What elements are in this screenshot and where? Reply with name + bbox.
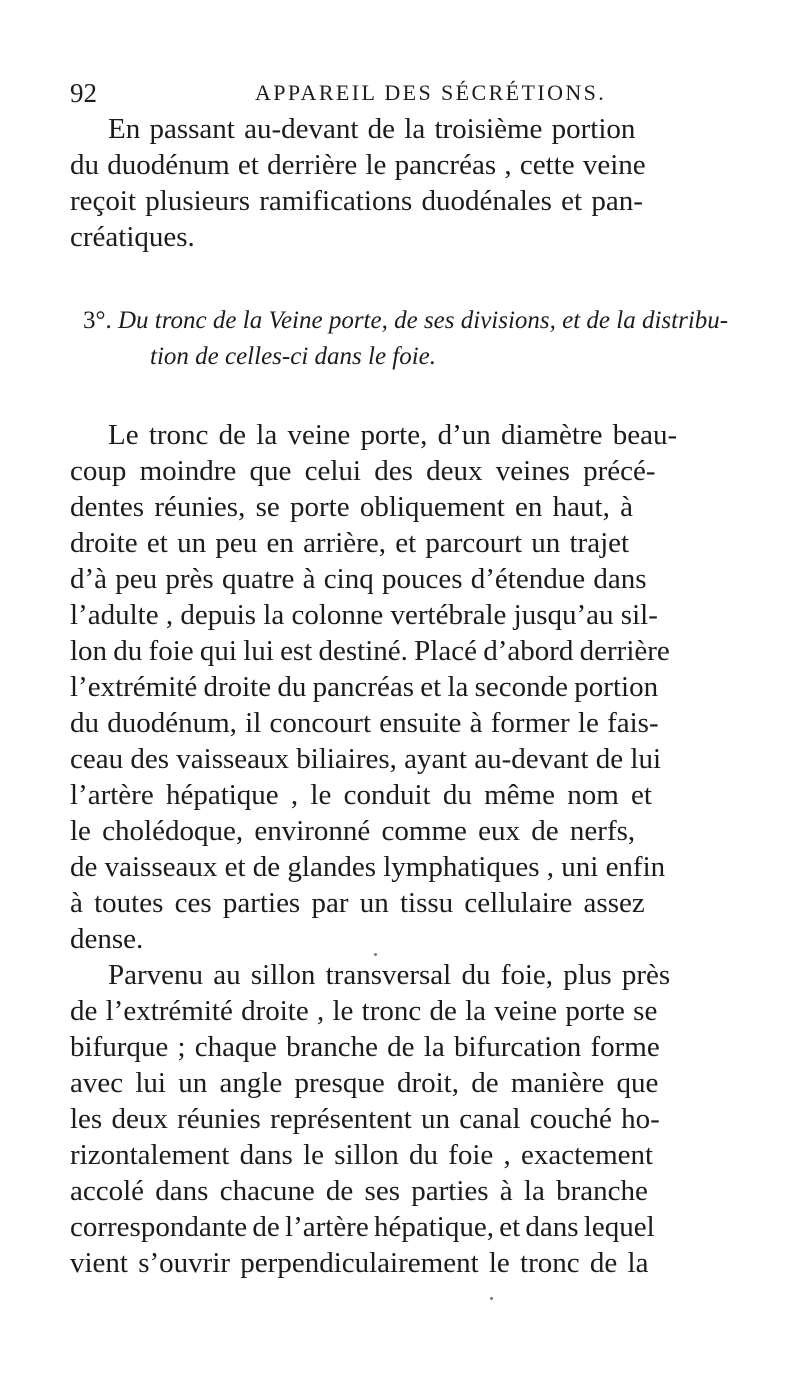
text-line: lon du foie qui lui est destiné. Placé d’abord derrière — [70, 635, 670, 667]
text-line: le cholédoque, environné comme eux de nerfs, — [70, 815, 636, 847]
text-line: créatiques. — [70, 221, 195, 253]
text-line: dentes réunies, se porte obliquement en haut, à — [70, 491, 633, 523]
section-heading-line-2: tion de celles-ci dans le foie. — [150, 343, 437, 370]
print-speck — [374, 953, 377, 956]
section-heading — [83, 305, 728, 337]
text-line: En passant au-devant de la troisième portion — [108, 113, 636, 145]
section-heading-line-1: Du tronc de la Veine porte, de ses divisions, et de la distribu- — [118, 307, 729, 334]
text-line: d’à peu près quatre à cinq pouces d’étendue dans — [70, 563, 647, 595]
text-line: Le tronc de la veine porte, d’un diamètre beau- — [108, 419, 678, 451]
text-line: l’adulte , depuis la colonne vertébrale jusqu’au sil- — [70, 599, 658, 631]
text-line: du duodénum et derrière le pancréas , cette veine — [70, 149, 646, 181]
page-number: 92 — [70, 78, 97, 108]
running-title: APPAREIL DES SÉCRÉTIONS. — [255, 80, 607, 105]
text-line: correspondante de l’artère hépatique, et dans lequel — [70, 1211, 655, 1243]
text-line: l’extrémité droite du pancréas et la seconde portion — [70, 671, 659, 703]
text-line: l’artère hépatique , le conduit du même nom et — [70, 779, 652, 811]
running-head — [70, 76, 740, 110]
text-line: avec lui un angle presque droit, de manière que — [70, 1067, 659, 1099]
text-line: de vaisseaux et de glandes lymphatiques , uni enfin — [70, 851, 666, 883]
text-line: droite et un peu en arrière, et parcourt un trajet — [70, 527, 630, 559]
text-line: ceau des vaisseaux biliaires, ayant au-devant de lui — [70, 743, 662, 775]
text-line: rizontalement dans le sillon du foie , exactement — [70, 1139, 654, 1171]
text-line: reçoit plusieurs ramifications duodénales et pan- — [70, 185, 643, 217]
section-number: 3°. — [83, 307, 112, 334]
text-line: les deux réunies représentent un canal couché ho- — [70, 1103, 660, 1135]
text-line: bifurque ; chaque branche de la bifurcation forme — [70, 1031, 660, 1063]
text-line: Parvenu au sillon transversal du foie, plus près — [108, 959, 671, 991]
text-line: accolé dans chacune de ses parties à la branche — [70, 1175, 648, 1207]
text-line: à toutes ces parties par un tissu cellulaire assez — [70, 887, 645, 919]
text-line: de l’extrémité droite , le tronc de la veine porte se — [70, 995, 658, 1027]
text-line: dense. — [70, 923, 144, 955]
text-line: vient s’ouvrir perpendiculairement le tronc de la — [70, 1247, 649, 1279]
print-speck — [490, 1297, 493, 1300]
text-line: du duodénum, il concourt ensuite à former le fais- — [70, 707, 659, 739]
text-line: coup moindre que celui des deux veines précé- — [70, 455, 656, 487]
